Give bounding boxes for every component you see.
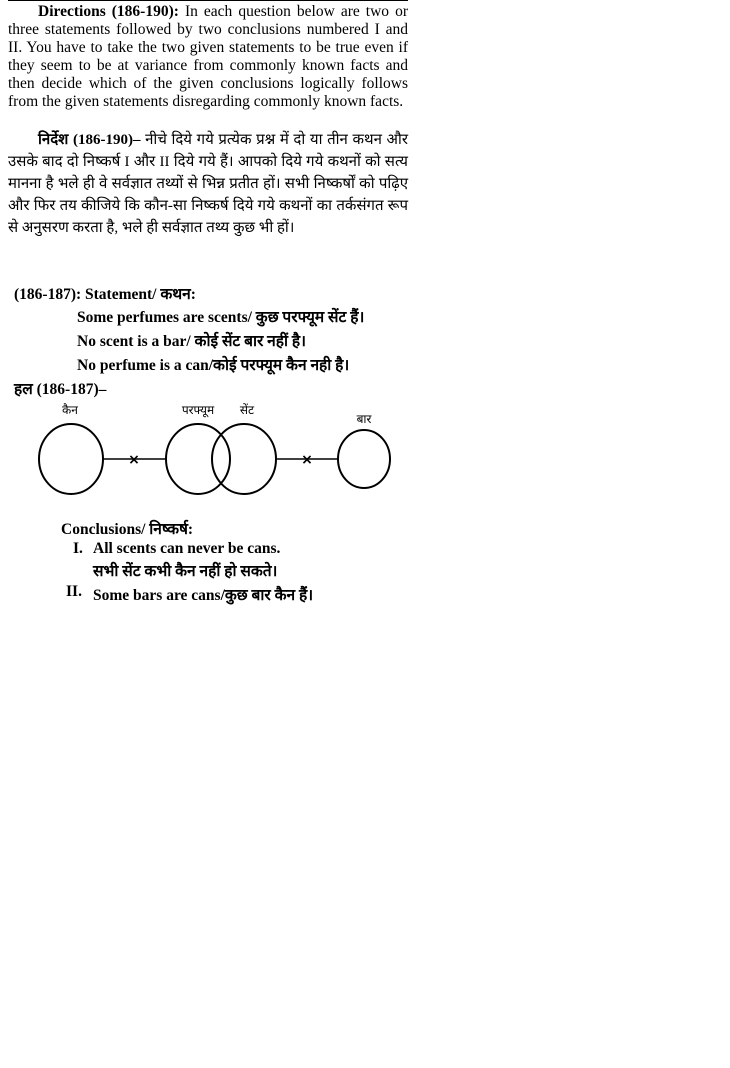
label-scent: सेंट [239, 403, 255, 417]
conclusions-heading: Conclusions/ निष्कर्ष: [61, 521, 194, 538]
circle-can [39, 424, 103, 494]
directions-text: In each question below are two or three statements followed by two conclusions numbered I and II. You have to take the two given statements to be true even if they seem to be at variance from commonly known facts and then decide which of the given conclusions logically follows from the given statements disregarding commonly known facts. [8, 3, 408, 110]
nirdesh-paragraph [8, 129, 408, 239]
nirdesh-text: नीचे दिये गये प्रत्येक प्रश्न में दो या तीन कथन और उसके बाद दो निष्कर्ष I और II दिये गये हैं। आपको दिये गये कथनों को सत्य मानना है भले ही वे सर्वज्ञात तथ्यों से भिन्न प्रतीत हों। सभी निष्कर्षों को पढ़िए और फिर तय कीजिये कि कौन-सा निष्कर्ष दिये गये कथनों का तर्कसंगत रूप से अनुसरण करता है, भले ही सर्वज्ञात तथ्य कुछ भी हों। [8, 132, 408, 236]
statement-3: No perfume is a can/कोई परफ्यूम कैन नही है। [77, 357, 350, 374]
cross-mark-2: × [301, 452, 313, 468]
statement-2: No scent is a bar/ कोई सेंट बार नहीं है। [77, 333, 307, 350]
label-perfume: परफ्यूम [181, 403, 215, 417]
statement-heading: (186-187): Statement/ कथन: [14, 286, 196, 303]
directions-heading: Directions (186-190): [38, 3, 179, 20]
conclusion-1-number: I. [73, 540, 83, 557]
conclusion-1-english: All scents can never be cans. [93, 540, 281, 557]
label-can: कैन [62, 403, 78, 417]
solution-heading: हल (186-187)– [14, 381, 107, 398]
circle-bar [338, 430, 390, 488]
cross-mark-1: × [128, 452, 140, 468]
directions-paragraph [8, 3, 408, 111]
label-bar: बार [356, 412, 372, 426]
conclusion-1-hindi: सभी सेंट कभी कैन नहीं हो सकते। [93, 563, 278, 580]
top-rule [8, 0, 408, 1]
circle-scent [212, 424, 276, 494]
conclusion-2-number: II. [66, 583, 82, 600]
statement-1: Some perfumes are scents/ कुछ परफ्यूम सेंट हैं। [77, 309, 365, 326]
conclusion-2-english: Some bars are cans/कुछ बार कैन हैं। [93, 587, 314, 604]
nirdesh-heading: निर्देश (186-190)– [38, 132, 141, 148]
venn-diagram [0, 395, 420, 505]
